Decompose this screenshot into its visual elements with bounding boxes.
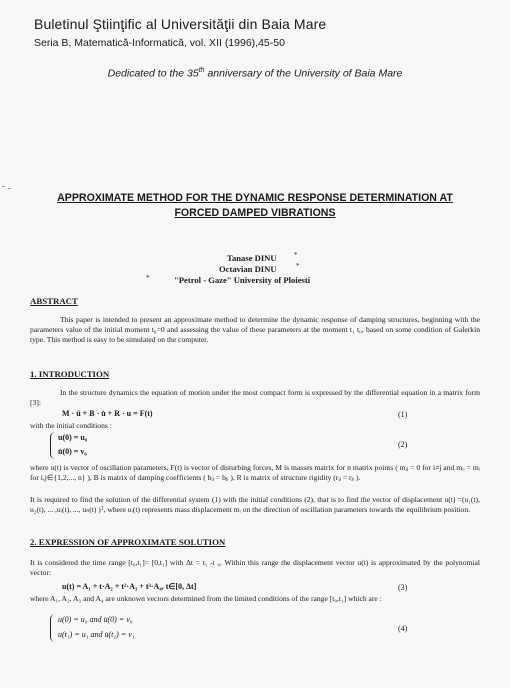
equation-2b: u̇(0) = v₀ — [58, 447, 87, 456]
scan-mark — [8, 188, 11, 189]
intro-paragraph: It is required to find the solution of the differential system (1) with the initial conditions (2), that is to find the vector of displacement u(t) =(u₁(t), u₂(t), ... ,uᵢ(t), ..., uₙ(t) )ᵀ, where uᵢ(t) represents mass displacement mᵢ on the direction of oscillation parameters towards the equilibrium position. — [30, 495, 480, 514]
abstract-text: This paper is intended to present an approximate method to determine the dynamic response of damping structures, beginning with the parameters value of the initial moment t₀=0 and assessing the value of these parameters at the moment t₁ t₀, based on some condition of Galerkin type. This method is easy to be simulated on the computer. — [30, 315, 480, 344]
affiliation-star: * — [146, 274, 150, 282]
section-2-paragraph: where A₁, A₂, A₃ and A₄ are unknown vectors determined from the limited conditions of the range [t₀,t₁] which are : — [30, 594, 382, 603]
section-2-paragraph: It is considered the time range [t₀,t₁]= [0,t₁] with Δt = t₁ -t ₀. Within this range the displacement vector u(t) is approximated by the polynomial vector: — [30, 558, 480, 577]
affiliation: "Petrol - Gaze" University of Ploiesti — [174, 275, 311, 285]
dedication-post: anniversary of the University of Baia Mare — [204, 67, 403, 80]
equation-3: u(t) = A₁ + t·A₂ + t²·A₃ + t³·A₄, t∈[0, Δt] — [62, 582, 197, 591]
dedication-pre: Dedicated to the 35 — [107, 67, 199, 80]
author-2: Octavian DINU — [219, 264, 277, 274]
equation-2-number: (2) — [398, 440, 408, 449]
equation-1: M · ü + B · u̇ + R · u = F(t) — [62, 409, 153, 418]
author-1: Tanase DINU — [227, 253, 277, 263]
brace-eq-4 — [50, 614, 55, 642]
journal-series: Seria B, Matematică-Informatică, vol. XII (1996),45-50 — [34, 37, 285, 49]
equation-4-number: (4) — [398, 624, 408, 633]
journal-name: Buletinul Ştiinţific al Universităţii din Baia Mare — [34, 16, 327, 32]
dedication — [0, 67, 510, 80]
intro-paragraph: In the structure dynamics the equation of motion under the most compact form is expressed by the differential equation in a matrix form [3]: — [30, 388, 480, 407]
paper-title-line-2: FORCED DAMPED VIBRATIONS — [174, 207, 336, 219]
author-1-star: * — [294, 251, 298, 259]
intro-paragraph: where u(t) is vector of oscillation parameters, F(t) is vector of disturbing forces, M is masses matrix for n matrix points ( mᵢⱼ = 0 for i≠j and mᵢᵢ = mᵢ for i,j∈{1,2,..., n} ), B is matrix of damping coefficients ( bᵢⱼ = bⱼᵢ ), R is matrix of structure rigidity (rᵢⱼ = rⱼᵢ ). — [30, 463, 480, 482]
abstract-heading: ABSTRACT — [30, 296, 78, 306]
section-2-heading: 2. EXPRESSION OF APPROXIMATE SOLUTION — [30, 537, 226, 547]
paper-title-line-1: APPROXIMATE METHOD FOR THE DYNAMIC RESPONSE DETERMINATION AT — [57, 192, 453, 204]
equation-2a: u(0) = u₀ — [58, 433, 88, 442]
equation-3-number: (3) — [398, 583, 408, 592]
scan-mark — [2, 186, 5, 187]
dedication-sup: th — [198, 67, 205, 74]
equation-4a: u(0) = u₀ and u̇(0) = v₀ — [58, 615, 133, 624]
author-2-star: * — [296, 262, 300, 270]
initial-conditions-label: with the initial conditions : — [30, 421, 112, 430]
equation-1-number: (1) — [398, 410, 408, 419]
brace-eq-2 — [50, 432, 55, 459]
equation-4b: u(t₁) = u₁ and u̇(t₁) = v₁ — [58, 630, 135, 639]
intro-heading: 1. INTRODUCTION — [30, 369, 110, 379]
